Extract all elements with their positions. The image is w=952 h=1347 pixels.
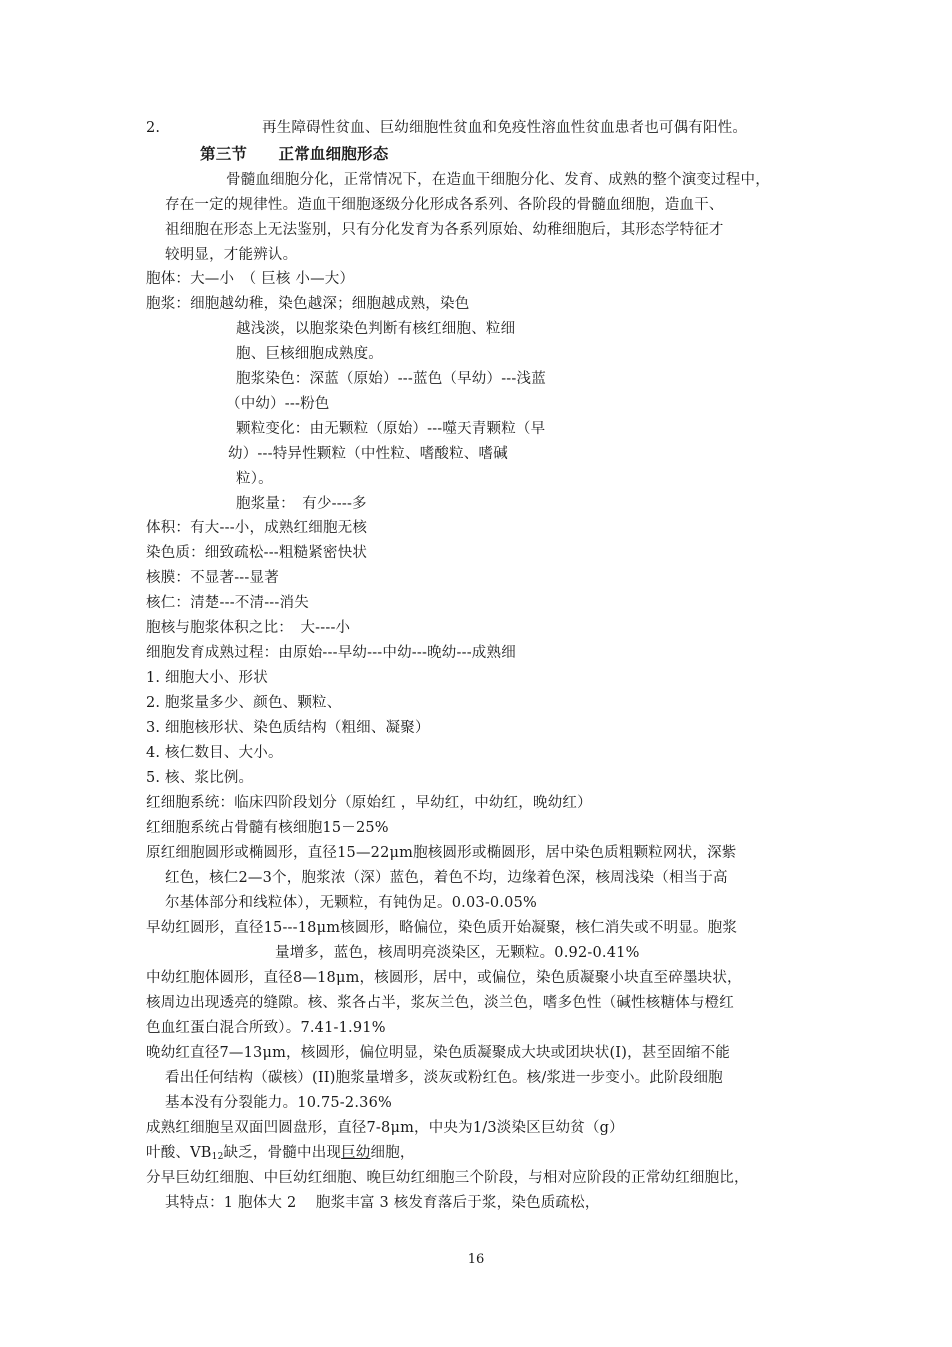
cytoplasm-line: 胞浆染色：深蓝（原始）---蓝色（早幼）---浅蓝 <box>236 371 546 387</box>
cytoplasm-line: 粒）。 <box>236 471 273 487</box>
vb-line-underlined: 巨幼 <box>341 1145 371 1161</box>
item-2-number: 2. <box>146 120 161 136</box>
cytoplasm-line: 胞、巨核细胞成熟度。 <box>236 346 383 362</box>
cytoplasm-line: （中幼）---粉色 <box>226 396 330 412</box>
cytoplasm-line: 胞浆：细胞越幼稚，染色越深；细胞越成熟，染色 <box>146 296 470 312</box>
rbc-line: 早幼红圆形，直径15---18μm核圆形，略偏位，染色质开始凝聚，核仁消失或不明显。胞浆 <box>146 920 738 936</box>
tail-line: 分早巨幼红细胞、中巨幼红细胞、晚巨幼红细胞三个阶段，与相对应阶段的正常幼红细胞比， <box>146 1170 749 1186</box>
intro-line: 较明显，才能辨认。 <box>165 247 298 263</box>
page-number: 16 <box>467 1252 485 1267</box>
rbc-line: 色血红蛋白混合所致）。7.41-1.91% <box>146 1020 386 1036</box>
rbc-line: 尔基体部分和线粒体），无颗粒，有钝伪足。0.03-0.05% <box>165 895 537 911</box>
nucleus-line: 体积：有大---小，成熟红细胞无核 <box>146 520 368 536</box>
nucleus-line: 胞核与胞浆体积之比： 大----小 <box>146 620 351 636</box>
cytoplasm-line: 越浅淡，以胞浆染色判断有核红细胞、粒细 <box>236 321 516 337</box>
rbc-line: 基本没有分裂能力。10.75-2.36% <box>165 1095 392 1111</box>
intro-line: 骨髓血细胞分化，正常情况下，在造血干细胞分化、发育、成熟的整个演变过程中， <box>226 172 770 188</box>
list-item: 2. 胞浆量多少、颜色、颗粒、 <box>146 695 342 711</box>
rbc-line: 看出任何结构（碳核）(II)胞浆量增多，淡灰或粉红色。核/浆进一步变小。此阶段细胞 <box>165 1070 723 1086</box>
nucleus-line: 染色质：细致疏松---粗糙紧密快状 <box>146 545 368 561</box>
rbc-line: 成熟红细胞呈双面凹圆盘形，直径7-8μm，中央为1/3淡染区巨幼贫（g） <box>146 1120 624 1136</box>
rbc-line: 原红细胞圆形或椭圆形，直径15—22μm胞核圆形或椭圆形，居中染色质粗颗粒网状，深紫 <box>146 845 737 861</box>
vb-line-post: 细胞， <box>370 1145 415 1161</box>
cytoplasm-line: 胞浆量： 有少----多 <box>236 496 367 512</box>
vb-line-mid: 缺乏，骨髓中出现 <box>223 1145 342 1161</box>
rbc-line: 红色，核仁2—3个，胞浆浓（深）蓝色，着色不均，边缘着色深，核周浅染（相当于高 <box>165 870 728 886</box>
nucleus-line: 核仁：清楚---不清---消失 <box>146 595 309 611</box>
rbc-line: 晚幼红直径7—13μm，核圆形，偏位明显，染色质凝聚成大块或团块状(I)，甚至固缩不能 <box>146 1045 730 1061</box>
nucleus-line: 核膜：不显著---显著 <box>146 570 279 586</box>
list-item: 3. 细胞核形状、染色质结构（粗细、凝聚） <box>146 720 430 736</box>
tail-line: 其特点：1 胞体大 2 胞浆丰富 3 核发育落后于浆，染色质疏松， <box>165 1195 600 1211</box>
vb-line <box>146 1143 415 1167</box>
list-item: 5. 核、浆比例。 <box>146 770 254 786</box>
intro-line: 祖细胞在形态上无法鉴别，只有分化发育为各系列原始、幼稚细胞后，其形态学特征才 <box>165 222 724 238</box>
item-2-text: 再生障碍性贫血、巨幼细胞性贫血和免疫性溶血性贫血患者也可偶有阳性。 <box>262 120 748 136</box>
vb-subscript: 12 <box>211 1152 224 1162</box>
vb-line-pre: 叶酸、VB <box>146 1145 212 1161</box>
section-title: 第三节 正常血细胞形态 <box>200 144 389 163</box>
nucleus-line: 细胞发育成熟过程：由原始---早幼---中幼---晚幼---成熟细 <box>146 645 516 661</box>
cytoplasm-line: 幼）---特异性颗粒（中性粒、嗜酸粒、嗜碱 <box>228 446 508 462</box>
rbc-line: 中幼红胞体圆形，直径8—18μm，核圆形，居中，或偏位，染色质凝聚小块直至碎墨块状， <box>146 970 742 986</box>
cytoplasm-line: 颗粒变化：由无颗粒（原始）---噬天青颗粒（早 <box>236 421 546 437</box>
rbc-line: 核周边出现透亮的缝隙。核、浆各占半，浆灰兰色，淡兰色，嗜多色性（碱性核糖体与橙红 <box>146 995 734 1011</box>
rbc-line: 红细胞系统占骨髓有核细胞15－25% <box>146 820 389 836</box>
rbc-line: 红细胞系统：临床四阶段划分（原始红 ，早幼红，中幼红，晚幼红） <box>146 795 592 811</box>
list-item: 4. 核仁数目、大小。 <box>146 745 283 761</box>
rbc-line: 量增多，蓝色，核周明亮淡染区，无颗粒。0.92-0.41% <box>275 945 640 961</box>
list-item: 1. 细胞大小、形状 <box>146 670 268 686</box>
intro-line: 存在一定的规律性。造血干细胞逐级分化形成各系列、各阶段的骨髓血细胞，造血干、 <box>165 197 724 213</box>
cytoplasm-line: 胞体：大—小 （ 巨核 小—大） <box>146 271 355 287</box>
